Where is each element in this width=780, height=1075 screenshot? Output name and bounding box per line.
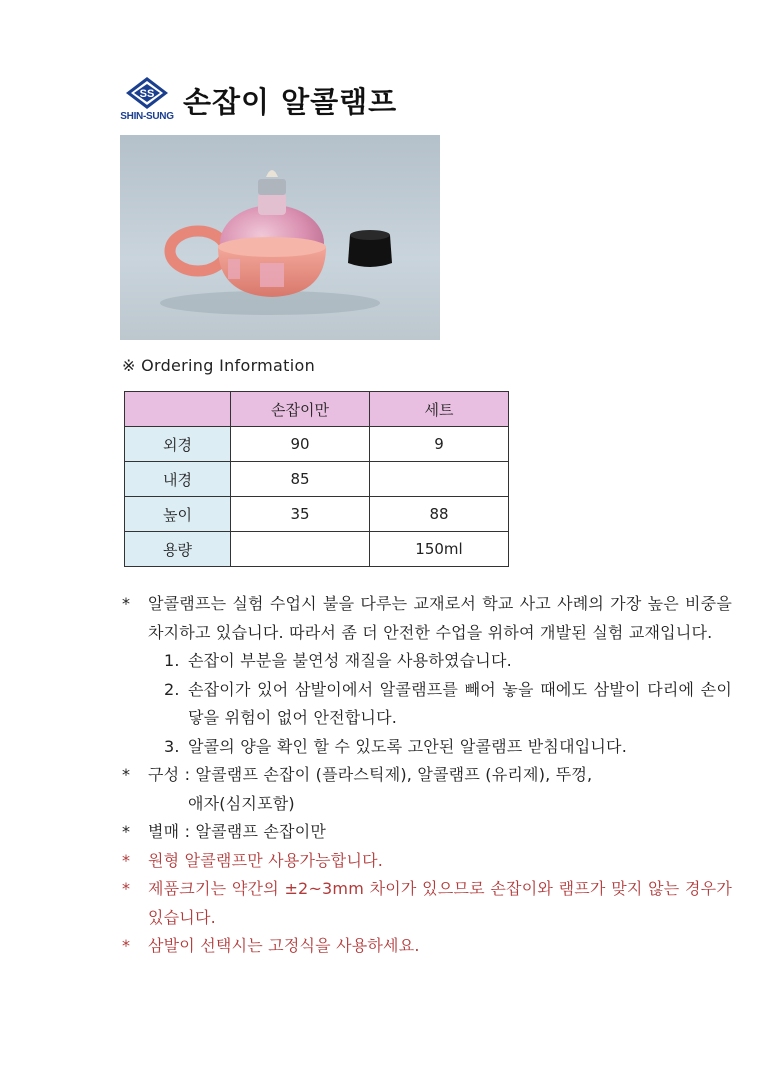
cell-set: 9	[370, 427, 509, 462]
point-number: 2.	[164, 679, 180, 699]
bullet-star: *	[122, 850, 131, 870]
warning-text: 삼발이 선택시는 고정식을 사용하세요.	[148, 936, 420, 955]
warning-item	[122, 847, 732, 876]
cell-set: 150ml	[370, 532, 509, 567]
warning-item	[122, 875, 732, 932]
spec-table	[124, 391, 509, 567]
table-row	[125, 532, 509, 567]
table-row	[125, 462, 509, 497]
point-item	[122, 676, 732, 733]
note-composition	[122, 761, 732, 818]
cell-handle: 85	[231, 462, 370, 497]
cell-handle: 90	[231, 427, 370, 462]
bullet-star: *	[122, 594, 131, 613]
point-text: 손잡이가 있어 삼발이에서 알콜램프를 빼어 놓을 때에도 삼발이 다리에 손이 닿을 위험이 없어 안전합니다.	[188, 679, 732, 727]
header	[115, 72, 397, 122]
bullet-star: *	[122, 936, 131, 955]
row-label: 외경	[125, 427, 231, 462]
logo-diamond-icon	[125, 76, 169, 110]
logo-text: SHIN-SUNG	[120, 111, 174, 122]
notes-section	[122, 590, 732, 961]
header-cell-set: 세트	[370, 392, 509, 427]
bullet-star: *	[122, 879, 131, 898]
ordering-heading: ※ Ordering Information	[122, 356, 316, 375]
point-item	[122, 733, 732, 762]
header-cell-handle: 손잡이만	[231, 392, 370, 427]
cell-handle	[231, 532, 370, 567]
bullet-star: *	[122, 765, 131, 784]
point-number: 3.	[164, 736, 180, 756]
point-item	[122, 647, 732, 676]
warning-text: 원형 알콜램프만 사용가능합니다.	[148, 850, 384, 870]
page-title: 손잡이 알콜램프	[183, 85, 398, 119]
row-label: 높이	[125, 497, 231, 532]
cell-set	[370, 462, 509, 497]
cell-set: 88	[370, 497, 509, 532]
warning-item	[122, 932, 732, 961]
composition-line1: 구성 : 알콜램프 손잡이 (플라스틱제), 알콜램프 (유리제), 뚜껑,	[148, 765, 593, 784]
intro-text: 알콜램프는 실험 수업시 불을 다루는 교재로서 학교 사고 사례의 가장 높은 비중을 차지하고 있습니다. 따라서 좀 더 안전한 수업을 위하여 개발된 실험 교재입니다.	[148, 594, 732, 642]
note-intro	[122, 590, 732, 647]
bullet-star: *	[122, 822, 131, 841]
product-photo	[120, 135, 440, 340]
note-separate	[122, 818, 732, 847]
header-cell-empty	[125, 392, 231, 427]
cell-handle: 35	[231, 497, 370, 532]
shin-sung-logo	[115, 76, 179, 122]
point-text: 손잡이 부분을 불연성 재질을 사용하였습니다.	[188, 651, 512, 670]
svg-text:SS: SS	[139, 88, 155, 100]
separate-text: 별매 : 알콜램프 손잡이만	[148, 822, 327, 841]
table-header-row	[125, 392, 509, 427]
table-row	[125, 497, 509, 532]
warning-text: 제품크기는 약간의 ±2~3mm 차이가 있으므로 손잡이와 램프가 맞지 않는 경우가 있습니다.	[148, 879, 732, 927]
alcohol-lamp-illustration	[120, 135, 440, 340]
composition-line2: 애자(심지포함)	[188, 793, 295, 813]
row-label: 내경	[125, 462, 231, 497]
point-text: 알콜의 양을 확인 할 수 있도록 고안된 알콜램프 받침대입니다.	[188, 736, 627, 756]
table-row	[125, 427, 509, 462]
row-label: 용량	[125, 532, 231, 567]
point-number: 1.	[164, 651, 180, 670]
